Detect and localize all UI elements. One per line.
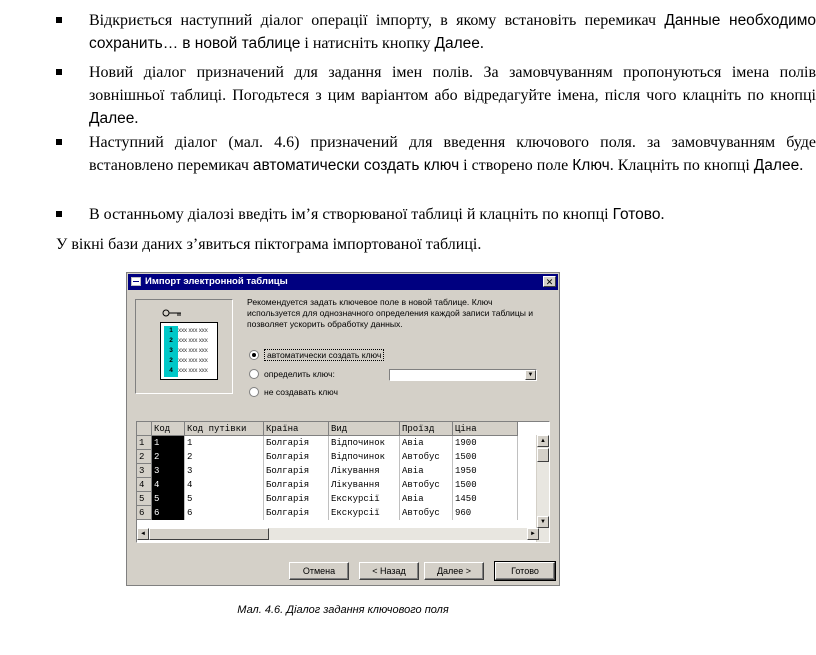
bullet-item-1: [89, 9, 816, 55]
bullet-item-2: [89, 61, 816, 130]
mini-row: 2 xxx xxx xxx: [169, 337, 208, 344]
data-preview-grid[interactable]: [136, 421, 550, 543]
key-field-combo[interactable]: [389, 369, 537, 381]
bullet-item-4: [89, 203, 816, 226]
paragraph: У вікні бази даних з’явиться піктограма імпортованої таблиці.: [56, 236, 482, 253]
figure-caption: Мал. 4.6. Діалог задання ключового поля: [237, 604, 449, 616]
ui-term: в новой таблице: [182, 35, 301, 52]
back-button[interactable]: < Назад: [359, 562, 419, 580]
table-row: 6 6 6 Болгарія Екскурсії Автобус 960: [137, 506, 518, 520]
bullet-text: і натисніть кнопку: [300, 35, 435, 52]
mini-row: 1 xxx xxx xxx: [169, 327, 208, 334]
scroll-down-icon[interactable]: ▼: [537, 516, 549, 528]
bullet-item-3: [89, 131, 816, 177]
bullet-text: .: [799, 157, 804, 174]
bullet-text: і створено поле: [459, 157, 573, 174]
chevron-down-icon[interactable]: ▼: [525, 370, 536, 380]
radio-no-key[interactable]: не создавать ключ: [249, 386, 338, 399]
radio-selected-icon[interactable]: [249, 350, 259, 360]
bullet-text: Відкриється наступний діалог операції імпорту, в якому встановіть перемикач: [89, 12, 665, 29]
ui-term: Далее: [89, 110, 135, 127]
ui-term: автоматически создать ключ: [252, 157, 460, 174]
scroll-thumb-horizontal[interactable]: [149, 528, 269, 540]
bullet-text: .: [660, 206, 665, 223]
column-header[interactable]: Код: [152, 422, 185, 436]
column-header[interactable]: Вид: [329, 422, 400, 436]
mini-row: 3 xxx xxx xxx: [169, 347, 208, 354]
dialog-titlebar: [128, 274, 558, 290]
table-row: 2 2 2 Болгарія Відпочинок Автобус 1500: [137, 450, 518, 464]
bullet-text: .: [479, 35, 484, 52]
bullet-text: .: [134, 110, 139, 127]
horizontal-scrollbar[interactable]: [136, 528, 539, 540]
app-window-icon: [131, 277, 141, 286]
ui-term: Ключ: [572, 157, 610, 174]
radio-icon[interactable]: [249, 369, 259, 379]
bullet-marker: [56, 17, 62, 23]
mini-row: 4 xxx xxx xxx: [169, 367, 208, 374]
mini-row: 2 xxx xxx xxx: [169, 357, 208, 364]
radio-icon[interactable]: [249, 387, 259, 397]
table-row: 5 5 5 Болгарія Екскурсії Авіа 1450: [137, 492, 518, 506]
ui-term: Готово: [612, 206, 661, 223]
scroll-left-icon[interactable]: ◄: [137, 528, 149, 540]
key-icon: [162, 308, 182, 318]
scroll-right-icon[interactable]: ►: [527, 528, 539, 540]
bullet-text: . Клацніть по кнопці: [609, 157, 754, 174]
radio-auto-key[interactable]: автоматически создать ключ: [249, 349, 384, 362]
bullet-marker: [56, 139, 62, 145]
column-header[interactable]: Код путівки: [185, 422, 264, 436]
bullet-text: Наступний діалог (мал. 4.6) призначений для введення ключового поля. за замовчуванням буде встановлено перемикач: [89, 134, 816, 174]
next-button[interactable]: Далее >: [424, 562, 484, 580]
column-header[interactable]: Проїзд: [400, 422, 453, 436]
bullet-text: Новий діалог призначений для задання імен полів. За замовчуванням пропонуються імена полів зовнішньої таблиці. Погодьтеся з цим варіантом або відредагуйте імена, після чого клацніть по кнопці: [89, 64, 816, 104]
column-header[interactable]: Ціна: [453, 422, 518, 436]
bullet-marker: [56, 69, 62, 75]
vertical-scrollbar[interactable]: [536, 435, 549, 542]
table-row: 4 4 4 Болгарія Лікування Автобус 1500: [137, 478, 518, 492]
dialog-description: Рекомендуется задать ключевое поле в новой таблице. Ключ используется для однозначного определения каждой записи таблицы и позволяет ускорить обработку данных.: [247, 297, 534, 329]
scroll-up-icon[interactable]: ▲: [537, 435, 549, 447]
finish-button[interactable]: Готово: [495, 562, 555, 580]
cancel-button[interactable]: Отмена: [289, 562, 349, 580]
table-row: 3 3 3 Болгарія Лікування Авіа 1950: [137, 464, 518, 478]
radio-define-key[interactable]: определить ключ:: [249, 368, 335, 381]
bullet-text: В останньому діалозі введіть ім’я створюваної таблиці й клацніть по кнопці: [89, 206, 613, 223]
table-row: 1 1 1 Болгарія Відпочинок Авіа 1900: [137, 436, 518, 450]
ui-term: Данные необходимо сохранить…: [89, 12, 816, 52]
mini-table-icon: [160, 322, 218, 380]
corner-header: [137, 422, 152, 436]
column-header[interactable]: Країна: [264, 422, 329, 436]
close-button[interactable]: ✕: [543, 276, 556, 287]
ui-term: Далее: [753, 157, 800, 174]
dialog-title: Импорт электронной таблицы: [145, 276, 288, 287]
preview-table: [137, 422, 518, 520]
scroll-thumb[interactable]: [537, 448, 549, 462]
key-table-illustration: [135, 299, 233, 394]
import-spreadsheet-dialog: [126, 272, 560, 586]
ui-term: Далее: [434, 35, 480, 52]
bullet-marker: [56, 211, 62, 217]
